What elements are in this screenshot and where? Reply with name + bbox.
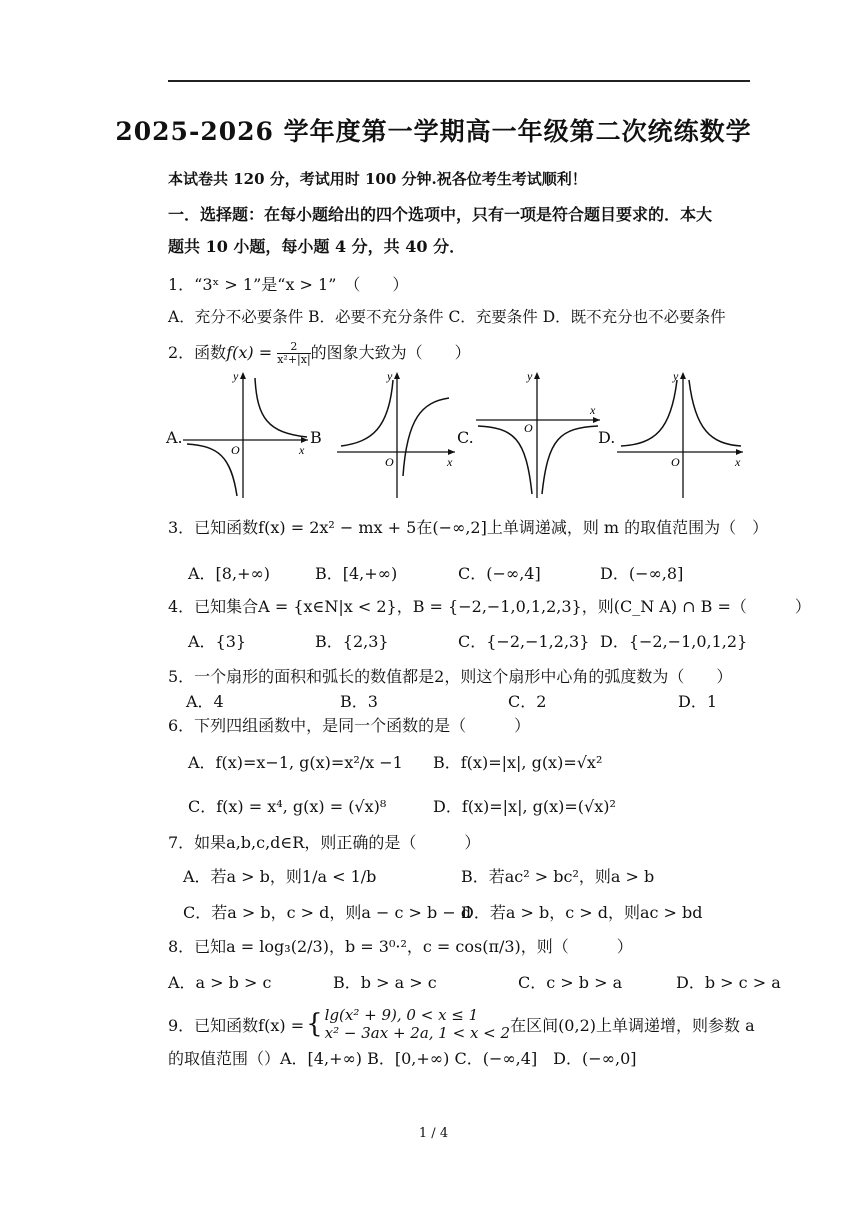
graph-c-y-label: y xyxy=(527,369,533,383)
q8-stem: 8．已知a = log₃(2/3)，b = 3⁰·²，c = cos(π/3)，则（ ） xyxy=(168,937,633,956)
q6-option-a: A．f(x)=x−1, g(x)=x²/x −1 xyxy=(188,753,403,772)
graph-d-y-label: y xyxy=(673,369,679,383)
q2-graph-c xyxy=(474,368,604,500)
q1-stem: 1．“3ˣ > 1”是“x > 1” （ ） xyxy=(168,275,409,294)
q9-stem xyxy=(168,1006,755,1042)
exam-intro: 本试卷共 120 分，考试用时 100 分钟.祝各位考生考试顺利！ xyxy=(168,170,587,188)
q9-suffix: 在区间(0,2)上单调递增，则参数 a xyxy=(510,1015,755,1035)
q9-prefix: 9．已知函数f(x) = xyxy=(168,1015,305,1035)
q4-option-d: D．{−2,−1,0,1,2} xyxy=(600,632,748,651)
q9-cases xyxy=(325,1006,510,1042)
graph-a-origin: O xyxy=(231,443,240,457)
q2-func: f(x) = xyxy=(226,343,273,362)
q5-stem: 5．一个扇形的面积和弧长的数值都是2，则这个扇形中心角的弧度数为（ ） xyxy=(168,667,733,686)
graph-b-origin: O xyxy=(385,455,394,469)
q9-case2: x² − 3ax + 2a, 1 < x < 2 xyxy=(324,1024,511,1042)
q7-option-c: C．若a > b，c > d，则a − c > b − d xyxy=(183,903,472,922)
q8-option-a: A．a > b > c xyxy=(168,973,272,992)
q7-option-a: A．若a > b，则1/a < 1/b xyxy=(183,867,377,886)
graph-b-x-label: x xyxy=(447,455,453,469)
q2-suffix: 的图象大致为（ ） xyxy=(310,343,471,362)
q8-option-b: B．b > a > c xyxy=(333,973,437,992)
q4-option-a: A．{3} xyxy=(188,632,247,651)
q4-option-c: C．{−2,−1,2,3} xyxy=(458,632,590,651)
q3-option-d: D．(−∞,8] xyxy=(600,564,684,583)
page-number: 1 / 4 xyxy=(418,1126,449,1141)
q6-option-d: D．f(x)=|x|, g(x)=(√x)² xyxy=(433,797,616,816)
q2-graph-a xyxy=(183,368,313,500)
q5-option-b: B．3 xyxy=(340,692,378,711)
q2-graph-d xyxy=(615,368,747,500)
q2-label-b: B xyxy=(310,428,322,447)
q2-fraction-num: 2 xyxy=(277,341,310,354)
q2-label-c: C. xyxy=(457,428,474,447)
header-rule xyxy=(168,80,750,82)
q2-stem xyxy=(168,340,471,366)
q2-prefix: 2．函数 xyxy=(168,343,227,362)
q2-fraction-den: x²+|x| xyxy=(277,353,311,366)
q6-option-b: B．f(x)=|x|, g(x)=√x² xyxy=(433,753,603,772)
q3-option-b: B．[4,+∞) xyxy=(315,564,398,583)
exam-title: 2025-2026 学年度第一学期高一年级第二次统练数学 xyxy=(115,117,752,146)
q2-fraction xyxy=(277,341,310,366)
q4-stem: 4．已知集合A = {x∈N|x < 2}，B = {−2,−1,0,1,2,3}，则(C_N A) ∩ B =（ ） xyxy=(168,597,811,616)
q5-option-c: C．2 xyxy=(508,692,547,711)
graph-c-x-label: x xyxy=(590,403,596,417)
q9-case1: lg(x² + 9), 0 < x ≤ 1 xyxy=(324,1006,479,1024)
q7-option-b: B．若ac² > bc²，则a > b xyxy=(461,867,655,886)
graph-c-origin: O xyxy=(524,421,533,435)
graph-b-y-label: y xyxy=(387,369,393,383)
q8-option-d: D．b > c > a xyxy=(676,973,781,992)
q4-option-b: B．{2,3} xyxy=(315,632,389,651)
graph-d-x-label: x xyxy=(735,455,741,469)
section1-line2: 题共 10 小题，每小题 4 分，共 40 分． xyxy=(168,237,466,256)
q2-graph-b xyxy=(337,368,459,500)
q3-stem: 3．已知函数f(x) = 2x² − mx + 5在(−∞,2]上单调递减，则 m 的取值范围为（ ） xyxy=(168,518,769,537)
q7-option-d: D．若a > b，c > d，则ac > bd xyxy=(461,903,703,922)
graph-a-y-label: y xyxy=(233,369,239,383)
q6-stem: 6．下列四组函数中，是同一个函数的是（ ） xyxy=(168,716,531,735)
q8-option-c: C．c > b > a xyxy=(518,973,623,992)
q9-line2: 的取值范围（）A．[4,+∞) B．[0,+∞) C．(−∞,4] D．(−∞,0] xyxy=(168,1049,637,1068)
q2-label-a: A. xyxy=(166,428,183,447)
graph-d-origin: O xyxy=(671,455,680,469)
q7-stem: 7．如果a,b,c,d∈R，则正确的是（ ） xyxy=(168,833,481,852)
q9-brace: { xyxy=(306,1009,323,1039)
q3-option-a: A．[8,+∞) xyxy=(188,564,271,583)
graph-a-x-label: x xyxy=(299,443,305,457)
section1-line1: 一．选择题：在每小题给出的四个选项中，只有一项是符合题目要求的．本大 xyxy=(168,205,713,224)
q3-option-c: C．(−∞,4] xyxy=(458,564,541,583)
q1-options: A．充分不必要条件 B．必要不充分条件 C．充要条件 D．既不充分也不必要条件 xyxy=(168,308,726,326)
q6-option-c: C．f(x) = x⁴, g(x) = (√x)⁸ xyxy=(188,797,387,816)
q2-label-d: D. xyxy=(598,428,616,447)
q5-option-d: D．1 xyxy=(678,692,718,711)
q5-option-a: A．4 xyxy=(186,692,224,711)
